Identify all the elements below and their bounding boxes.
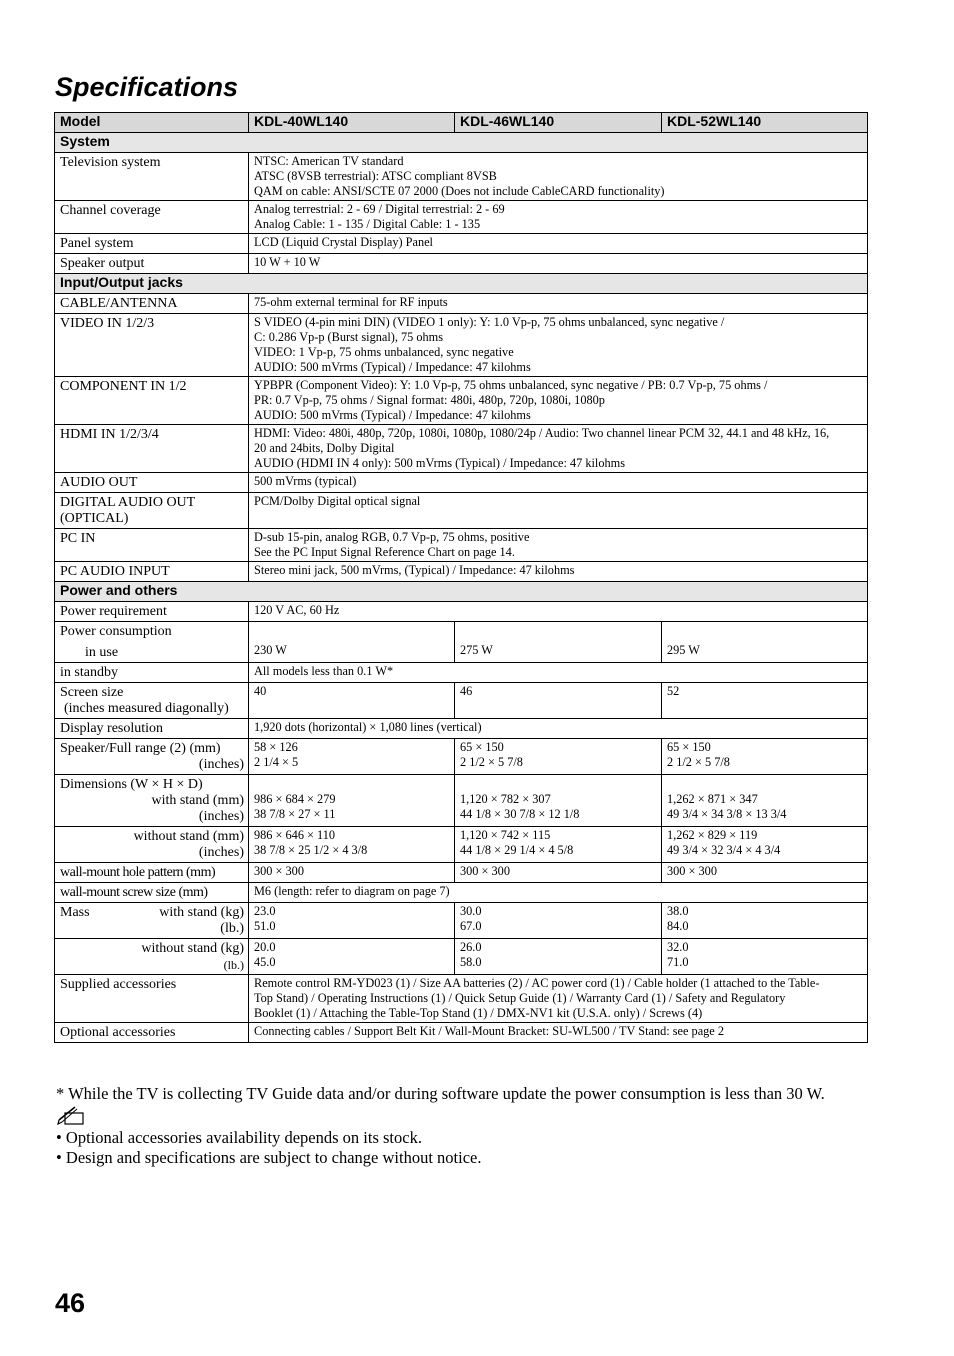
table-row	[55, 602, 868, 622]
label-line: without stand (kg)	[141, 941, 244, 956]
row-value	[249, 377, 868, 425]
cell-value: 20.0 45.0	[249, 939, 455, 975]
row-value: LCD (Liquid Crystal Display) Panel	[249, 234, 868, 254]
value-line: AUDIO: 500 mVrms (Typical) / Impedance: 47 kilohms	[254, 360, 531, 374]
row-label: Supplied accessories	[55, 975, 249, 1023]
table-row	[55, 425, 868, 473]
row-label: HDMI IN 1/2/3/4	[55, 425, 249, 473]
table-row	[55, 863, 868, 883]
row-label	[55, 739, 249, 775]
note-item: • Optional accessories availability depends on its stock.	[56, 1128, 422, 1147]
value-line: Booklet (1) / Attaching the Table-Top Stand (1) / DMX-NV1 kit (U.S.A. only) / Screws (4)	[254, 1006, 703, 1020]
row-label	[55, 939, 249, 975]
section-row	[55, 582, 868, 602]
row-value	[249, 425, 868, 473]
table-row	[55, 827, 868, 863]
value-line: YPBPR (Component Video): Y: 1.0 Vp-p, 75 ohms unbalanced, sync negative / PB: 0.7 Vp-p, 75 ohms /	[254, 378, 768, 392]
page-number: 46	[55, 1288, 86, 1318]
section-row	[55, 274, 868, 294]
cell-value: 38.0 84.0	[662, 903, 868, 939]
header-model: Model	[55, 113, 249, 133]
value-line: Analog terrestrial: 2 - 69 / Digital terrestrial: 2 - 69	[254, 202, 505, 216]
cell-value: 300 × 300	[662, 863, 868, 883]
cell-value: 58 × 126 2 1/4 × 5	[249, 739, 455, 775]
cell-value: 1,120 × 782 × 307 44 1/8 × 30 7/8 × 12 1/8	[455, 775, 662, 827]
label-line: Speaker/Full range (2) (mm)	[60, 741, 221, 756]
label-line: (inches)	[198, 757, 244, 772]
label-line: (inches measured diagonally)	[64, 701, 229, 716]
cell-value: 275 W	[455, 622, 662, 663]
label-line: (lb.)	[223, 958, 244, 972]
label-line: Mass	[60, 905, 90, 920]
table-row	[55, 663, 868, 683]
cell-value: 1,120 × 742 × 115 44 1/8 × 29 1/4 × 4 5/8	[455, 827, 662, 863]
table-row	[55, 294, 868, 314]
value-line: C: 0.286 Vp-p (Burst signal), 75 ohms	[254, 330, 444, 344]
row-value: 75-ohm external terminal for RF inputs	[249, 294, 868, 314]
row-label: Optional accessories	[55, 1023, 249, 1043]
label-line: (OPTICAL)	[60, 511, 129, 526]
row-label: Television system	[55, 153, 249, 201]
row-label	[55, 903, 249, 939]
cell-value: 26.0 58.0	[455, 939, 662, 975]
row-label: Speaker output	[55, 254, 249, 274]
row-label: Panel system	[55, 234, 249, 254]
row-label	[55, 775, 249, 827]
table-row	[55, 775, 868, 827]
value-line: QAM on cable: ANSI/SCTE 07 2000 (Does not include CableCARD functionality)	[254, 184, 665, 198]
row-label: PC AUDIO INPUT	[55, 562, 249, 582]
value-line: D-sub 15-pin, analog RGB, 0.7 Vp-p, 75 ohms, positive	[254, 530, 530, 544]
value-line: PR: 0.7 Vp-p, 75 ohms / Signal format: 480i, 480p, 720p, 1080i, 1080p	[254, 393, 605, 407]
row-label: COMPONENT IN 1/2	[55, 377, 249, 425]
row-label	[55, 827, 249, 863]
label-line: (inches)	[198, 809, 244, 824]
table-row	[55, 201, 868, 234]
table-row	[55, 314, 868, 377]
table-row	[55, 939, 868, 975]
cell-value: 1,262 × 829 × 119 49 3/4 × 32 3/4 × 4 3/4	[662, 827, 868, 863]
table-row	[55, 153, 868, 201]
row-label: wall-mount hole pattern (mm)	[55, 863, 249, 883]
row-value	[249, 529, 868, 562]
table-row	[55, 562, 868, 582]
row-label: Channel coverage	[55, 201, 249, 234]
cell-value: 32.0 71.0	[662, 939, 868, 975]
cell-value: 46	[455, 683, 662, 719]
cell-value: 986 × 646 × 110 38 7/8 × 25 1/2 × 4 3/8	[249, 827, 455, 863]
row-value: 500 mVrms (typical)	[249, 473, 868, 493]
page-title: Specifications	[55, 72, 239, 102]
section-system: System	[55, 133, 868, 153]
table-row	[55, 739, 868, 775]
label-line: (inches)	[198, 845, 244, 860]
cell-value: 230 W	[249, 622, 455, 663]
value-line: 20 and 24bits, Dolby Digital	[254, 441, 395, 455]
label-line: Screen size	[60, 685, 124, 700]
value-line: Remote control RM-YD023 (1) / Size AA batteries (2) / AC power cord (1) / Cable holder (1 attached to the Table-	[254, 976, 820, 990]
row-label	[55, 493, 249, 529]
value-line: S VIDEO (4-pin mini DIN) (VIDEO 1 only): Y: 1.0 Vp-p, 75 ohms unbalanced, sync negative /	[254, 315, 725, 329]
row-value: 120 V AC, 60 Hz	[249, 602, 868, 622]
cell-value: 1,262 × 871 × 347 49 3/4 × 34 3/8 × 13 3/4	[662, 775, 868, 827]
value-line: Top Stand) / Operating Instructions (1) / Quick Setup Guide (1) / Warranty Card (1) / Safety and Regulatory	[254, 991, 786, 1005]
header-model-2: KDL-46WL140	[455, 113, 662, 133]
table-row	[55, 473, 868, 493]
cell-value: 30.0 67.0	[455, 903, 662, 939]
row-value	[249, 153, 868, 201]
label-line: (lb.)	[220, 921, 244, 936]
cell-value: 300 × 300	[249, 863, 455, 883]
cell-value: 300 × 300	[455, 863, 662, 883]
section-io: Input/Output jacks	[55, 274, 868, 294]
label-line: DIGITAL AUDIO OUT	[60, 495, 196, 510]
note-pencil-icon	[56, 1104, 86, 1126]
row-label: wall-mount screw size (mm)	[55, 883, 249, 903]
row-label: PC IN	[55, 529, 249, 562]
table-header-row	[55, 113, 868, 133]
value-line: Analog Cable: 1 - 135 / Digital Cable: 1 - 135	[254, 217, 481, 231]
row-value: Stereo mini jack, 500 mVrms, (Typical) / Impedance: 47 kilohms	[249, 562, 868, 582]
row-label: AUDIO OUT	[55, 473, 249, 493]
row-label: VIDEO IN 1/2/3	[55, 314, 249, 377]
value-line: AUDIO: 500 mVrms (Typical) / Impedance: 47 kilohms	[254, 408, 531, 422]
value-line: ATSC (8VSB terrestrial): ATSC compliant 8VSB	[254, 169, 497, 183]
row-label: Power requirement	[55, 602, 249, 622]
row-label: Display resolution	[55, 719, 249, 739]
row-value: 1,920 dots (horizontal) × 1,080 lines (vertical)	[249, 719, 868, 739]
table-row	[55, 883, 868, 903]
label-line: in use	[85, 645, 119, 660]
cell-value: 40	[249, 683, 455, 719]
row-label	[55, 622, 249, 663]
table-row	[55, 529, 868, 562]
section-row	[55, 133, 868, 153]
cell-value: 65 × 150 2 1/2 × 5 7/8	[455, 739, 662, 775]
value-line: HDMI: Video: 480i, 480p, 720p, 1080i, 1080p, 1080/24p / Audio: Two channel linear PCM 32, 44.1 and 48 kHz, 16,	[254, 426, 830, 440]
table-row	[55, 234, 868, 254]
footnote: * While the TV is collecting TV Guide data and/or during software update the power consumption is less than 30 W.	[56, 1084, 825, 1103]
table-row	[55, 719, 868, 739]
cell-value: 986 × 684 × 279 38 7/8 × 27 × 11	[249, 775, 455, 827]
header-model-1: KDL-40WL140	[249, 113, 455, 133]
label-line: Power consumption	[60, 624, 172, 639]
label-line: with stand (mm)	[151, 793, 244, 808]
row-label: in standby	[55, 663, 249, 683]
row-value: PCM/Dolby Digital optical signal	[249, 493, 868, 529]
table-row	[55, 903, 868, 939]
table-row	[55, 1023, 868, 1043]
table-row	[55, 683, 868, 719]
value-line: VIDEO: 1 Vp-p, 75 ohms unbalanced, sync negative	[254, 345, 514, 359]
label-line: without stand (mm)	[133, 829, 244, 844]
cell-value: 295 W	[662, 622, 868, 663]
cell-value: 52	[662, 683, 868, 719]
specifications-table	[54, 112, 868, 1043]
cell-value: 65 × 150 2 1/2 × 5 7/8	[662, 739, 868, 775]
notes-list	[56, 1128, 481, 1168]
row-value	[249, 314, 868, 377]
note-item: • Design and specifications are subject to change without notice.	[56, 1148, 482, 1167]
row-value: All models less than 0.1 W*	[249, 663, 868, 683]
table-row	[55, 493, 868, 529]
row-value: M6 (length: refer to diagram on page 7)	[249, 883, 868, 903]
table-row	[55, 622, 868, 663]
value-line: NTSC: American TV standard	[254, 154, 404, 168]
row-value: 10 W + 10 W	[249, 254, 868, 274]
table-row	[55, 377, 868, 425]
row-value	[249, 201, 868, 234]
value-line: See the PC Input Signal Reference Chart on page 14.	[254, 545, 515, 559]
label-line: Dimensions (W × H × D)	[60, 777, 203, 792]
row-label	[55, 683, 249, 719]
row-label: CABLE/ANTENNA	[55, 294, 249, 314]
value-line: AUDIO (HDMI IN 4 only): 500 mVrms (Typical) / Impedance: 47 kilohms	[254, 456, 625, 470]
cell-value: 23.0 51.0	[249, 903, 455, 939]
header-model-3: KDL-52WL140	[662, 113, 868, 133]
table-row	[55, 975, 868, 1023]
row-value	[249, 975, 868, 1023]
label-line: with stand (kg)	[159, 905, 244, 920]
row-value: Connecting cables / Support Belt Kit / Wall-Mount Bracket: SU-WL500 / TV Stand: see page 2	[249, 1023, 868, 1043]
section-power: Power and others	[55, 582, 868, 602]
table-row	[55, 254, 868, 274]
